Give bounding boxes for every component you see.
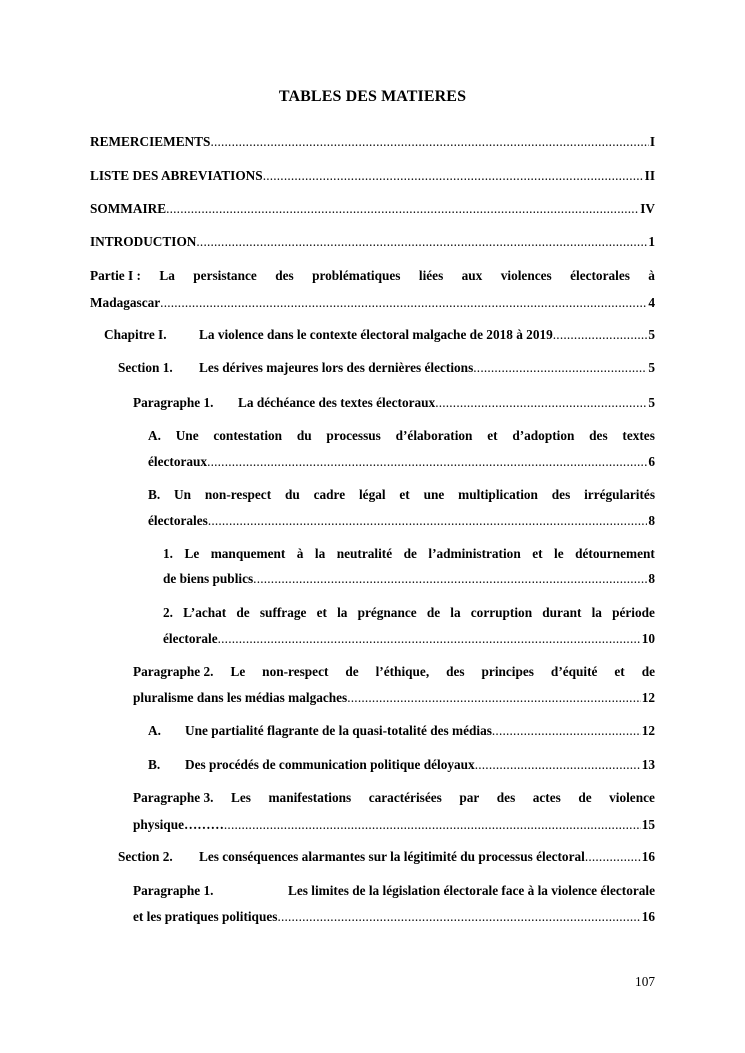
toc-word: contestation: [213, 428, 283, 443]
toc-word: de: [403, 546, 417, 561]
toc-entry-abreviations[interactable]: [90, 167, 655, 185]
toc-word: la: [591, 605, 602, 620]
toc-page-number: 6: [648, 454, 655, 469]
toc-word: et: [487, 428, 498, 443]
dot-leader: [553, 326, 648, 344]
toc-word: la: [314, 546, 326, 561]
toc-page-number: I: [649, 134, 655, 149]
toc-word: de: [426, 605, 441, 620]
toc-entry-remerciements[interactable]: [90, 133, 655, 151]
toc-word: des: [446, 664, 465, 679]
toc-page-number: II: [644, 168, 655, 183]
toc-word: actes: [532, 790, 561, 805]
toc-entry-text: Des procédés de communication politique déloyaux: [185, 757, 475, 772]
toc-entry-paragraphe1b-line2[interactable]: [133, 908, 655, 926]
toc-entry-label: Paragraphe 1.: [133, 395, 214, 410]
toc-entry-text: LISTE DES ABREVIATIONS: [90, 168, 263, 183]
toc-entry-label: Chapitre I.: [104, 327, 167, 342]
dot-leader: [475, 756, 641, 774]
toc-word: processus: [326, 428, 381, 443]
toc-entry-text: électoraux: [148, 454, 208, 469]
toc-word: des: [551, 487, 571, 502]
toc-page-number: 8: [648, 571, 655, 586]
dot-leader: [196, 233, 647, 251]
toc-entry-b1-line2[interactable]: [148, 512, 655, 530]
toc-page-number: 16: [641, 849, 655, 864]
toc-entry-section1[interactable]: [118, 359, 655, 377]
toc-entry-text: électorales: [148, 513, 208, 528]
toc-entry-text: Une partialité flagrante de la quasi-totalité des médias: [185, 723, 492, 738]
toc-word: violence: [609, 790, 655, 805]
toc-word: de: [345, 664, 359, 679]
toc-word: période: [612, 605, 655, 620]
toc-word: l’administration: [428, 546, 521, 561]
dot-leader: [277, 908, 640, 926]
toc-word: des: [275, 268, 294, 283]
toc-word: de: [578, 790, 592, 805]
toc-page-number: IV: [640, 201, 655, 216]
dot-leader: [435, 394, 647, 412]
toc-entry-label: Section 2.: [118, 849, 173, 864]
toc-page-number: 4: [648, 295, 655, 310]
toc-word: La: [159, 268, 175, 283]
toc-entry-a2[interactable]: [148, 722, 655, 740]
dot-leader: [473, 359, 647, 377]
dot-leader: [492, 722, 641, 740]
toc-page-number: 15: [641, 817, 655, 832]
toc-entry-text: SOMMAIRE: [90, 201, 167, 216]
toc-word: à: [296, 546, 304, 561]
toc-word: d’équité: [550, 664, 598, 679]
toc-entry-partie1-line1[interactable]: [90, 267, 655, 285]
toc-page-number: 13: [641, 757, 655, 772]
toc-entry-label: B.: [148, 757, 161, 772]
toc-word: textes: [622, 428, 655, 443]
toc-word: caractérisées: [368, 790, 442, 805]
dot-leader: [210, 133, 648, 151]
toc-word: manquement: [210, 546, 286, 561]
toc-entry-label: B.: [148, 487, 161, 502]
toc-page-number: 8: [648, 513, 655, 528]
toc-entry-label: Paragraphe 1.: [133, 883, 214, 898]
toc-word: Le: [230, 664, 246, 679]
toc-word: non-respect: [204, 487, 272, 502]
toc-entry-b2[interactable]: [148, 756, 655, 774]
dot-leader: [208, 512, 648, 530]
toc-page-number: 5: [648, 327, 655, 342]
toc-word: de: [641, 664, 655, 679]
toc-entry-label: 1.: [163, 546, 173, 561]
toc-entry-label: Section 1.: [118, 360, 173, 375]
toc-word: Un: [174, 487, 192, 502]
toc-page-number: 1: [648, 234, 655, 249]
toc-word: L’achat: [183, 605, 227, 620]
toc-entry-a1-line1[interactable]: [148, 427, 655, 445]
toc-entry-paragraphe2-line2[interactable]: [133, 689, 655, 707]
toc-word: de: [236, 605, 250, 620]
toc-word: irrégularités: [584, 487, 655, 502]
toc-word: manifestations: [268, 790, 352, 805]
toc-word: Les: [231, 790, 251, 805]
toc-entry-paragraphe1b-line1[interactable]: [133, 882, 655, 900]
toc-title: TABLES DES MATIERES: [278, 88, 467, 105]
toc-entry-text: de biens publics: [163, 571, 254, 586]
toc-entry-text: La déchéance des textes électoraux: [238, 395, 436, 410]
toc-word: et: [532, 546, 543, 561]
toc-page-number: 16: [641, 909, 655, 924]
dot-leader: [253, 570, 647, 588]
toc-word: légal: [358, 487, 386, 502]
toc-entry-label: A.: [148, 723, 161, 738]
toc-entry-text: INTRODUCTION: [90, 234, 197, 249]
toc-word: électorales: [570, 268, 630, 283]
toc-word: une: [423, 487, 445, 502]
dot-leader: [263, 167, 644, 185]
toc-word: des: [589, 428, 608, 443]
toc-word: et: [614, 664, 625, 679]
dot-leader: [207, 453, 647, 471]
toc-word: et: [399, 487, 410, 502]
toc-word: du: [296, 428, 312, 443]
toc-entry-text: Les conséquences alarmantes sur la légitimité du processus électoral: [199, 849, 585, 864]
toc-page-number: 12: [641, 723, 655, 738]
toc-word: d’élaboration: [395, 428, 473, 443]
toc-entry-paragraphe3-line1[interactable]: [133, 789, 655, 807]
toc-page-number: 12: [641, 690, 655, 705]
toc-entry-partie1-line2[interactable]: [90, 294, 655, 312]
toc-page-number: 10: [641, 631, 655, 646]
toc-entry-text: Les limites de la législation électorale face à la violence électorale: [287, 883, 655, 898]
toc-entry-paragraphe2-line1[interactable]: [133, 663, 655, 681]
toc-word: neutralité: [336, 546, 393, 561]
toc-word: le: [554, 546, 564, 561]
toc-entry-paragraphe3-line2[interactable]: [133, 816, 655, 834]
dot-leader: [224, 816, 641, 834]
toc-word: la: [450, 605, 461, 620]
toc-entry-label: Paragraphe 2.: [133, 664, 214, 679]
toc-word: suffrage: [259, 605, 307, 620]
toc-entry-introduction[interactable]: [90, 233, 655, 251]
toc-entry-a1-line2[interactable]: [148, 453, 655, 471]
toc-word: principes: [481, 664, 534, 679]
toc-entry-21-line1[interactable]: [163, 604, 655, 622]
toc-word: aux: [461, 268, 483, 283]
toc-entry-text: La violence dans le contexte électoral malgache de 2018 à 2019: [199, 327, 553, 342]
dot-leader: [347, 689, 640, 707]
toc-entry-21-line2[interactable]: [163, 630, 655, 648]
toc-entry-text: pluralisme dans les médias malgaches: [133, 690, 348, 705]
toc-word: à: [648, 268, 655, 283]
toc-entry-text: électorale: [163, 631, 218, 646]
toc-entry-text: et les pratiques politiques: [133, 909, 278, 924]
toc-word: cadre: [313, 487, 346, 502]
toc-entry-label: 2.: [163, 605, 173, 620]
toc-entry-sommaire[interactable]: [90, 200, 655, 218]
toc-entry-section2[interactable]: [118, 848, 655, 866]
toc-word: d’adoption: [512, 428, 575, 443]
toc-entry-11-line1[interactable]: [163, 545, 655, 563]
toc-word: des: [496, 790, 516, 805]
dot-leader: [218, 630, 641, 648]
dot-leader: [585, 848, 641, 866]
toc-entry-b1-line1[interactable]: [148, 486, 655, 504]
toc-entry-text: physique………: [133, 817, 224, 832]
toc-page-number: 5: [648, 395, 655, 410]
toc-word: Le: [184, 546, 200, 561]
toc-entry-label: Paragraphe 3.: [133, 790, 214, 805]
toc-word: la: [337, 605, 348, 620]
page-number: 107: [635, 974, 655, 989]
dot-leader: [160, 294, 647, 312]
toc-word: et: [316, 605, 327, 620]
toc-entry-11-line2[interactable]: [163, 570, 655, 588]
toc-word: problématiques: [312, 268, 401, 283]
toc-entry-text: Madagascar: [90, 295, 161, 310]
toc-word: persistance: [193, 268, 257, 283]
toc-entry-label: Partie I :: [90, 268, 141, 283]
toc-entry-chapitre1[interactable]: [104, 326, 655, 344]
toc-entry-text: REMERCIEMENTS: [90, 134, 211, 149]
toc-word: non-respect: [262, 664, 329, 679]
dot-leader: [166, 200, 639, 218]
toc-word: du: [284, 487, 300, 502]
toc-word: par: [459, 790, 480, 805]
toc-word: violences: [500, 268, 552, 283]
toc-word: l’éthique,: [375, 664, 430, 679]
toc-word: Une: [175, 428, 199, 443]
toc-word: multiplication: [458, 487, 538, 502]
toc-word: liées: [418, 268, 444, 283]
toc-word: corruption: [470, 605, 533, 620]
toc-entry-label: A.: [148, 428, 161, 443]
toc-entry-text: Les dérives majeures lors des dernières élections: [199, 360, 474, 375]
toc-page-number: 5: [648, 360, 655, 375]
toc-word: détournement: [575, 546, 655, 561]
toc-word: durant: [542, 605, 582, 620]
toc-word: prégnance: [357, 605, 417, 620]
toc-entry-paragraphe1[interactable]: [133, 394, 655, 412]
